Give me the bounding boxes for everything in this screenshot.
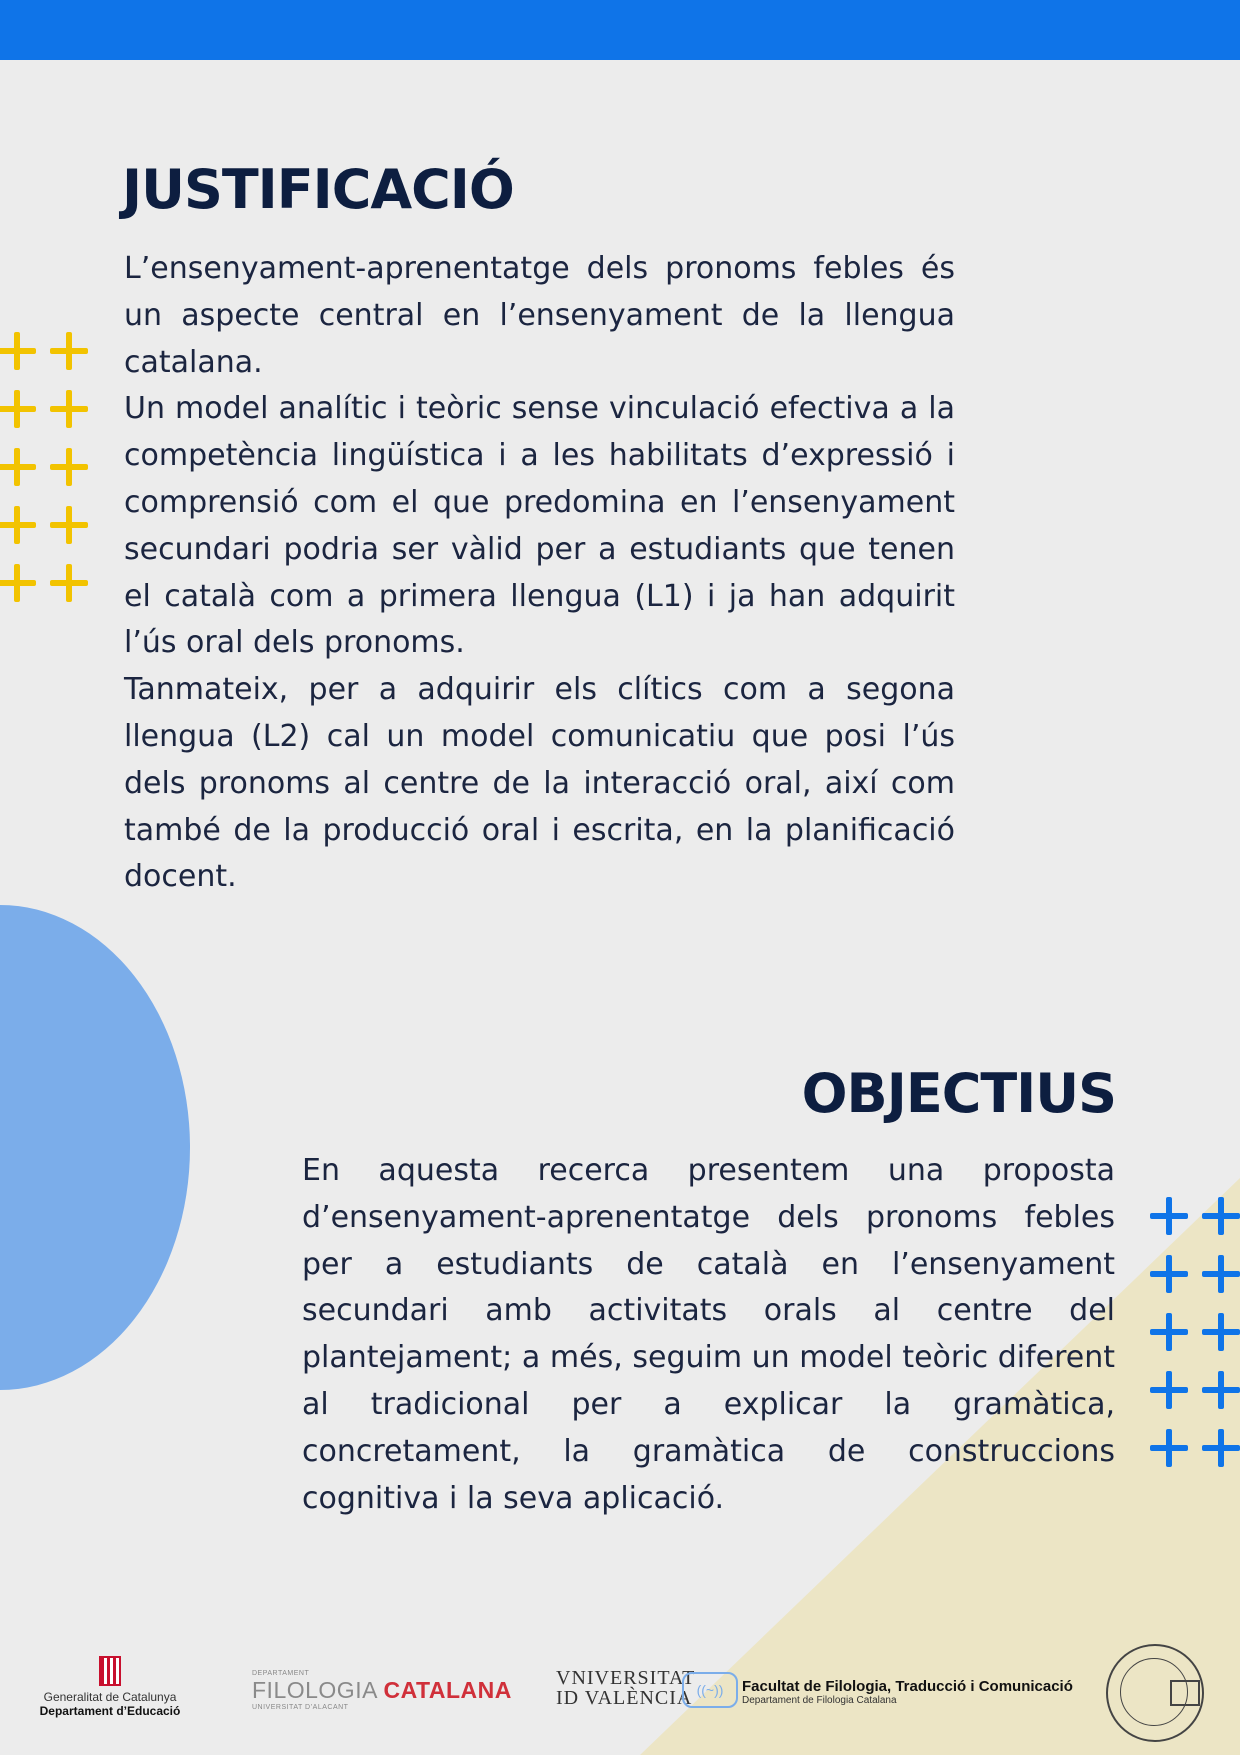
- filologia-catalana-logo: [252, 1670, 512, 1711]
- generalitat-line1: Generalitat de Catalunya: [43, 1690, 177, 1704]
- plus-icon: [50, 390, 88, 428]
- plus-icon: [1202, 1371, 1240, 1409]
- book-icon: [1170, 1680, 1200, 1706]
- iifv-seal-logo: [1106, 1644, 1204, 1742]
- uv-line1: VNIVERSITAT: [556, 1667, 696, 1689]
- plus-icon: [1150, 1313, 1188, 1351]
- catalana-word: CATALANA: [383, 1677, 512, 1703]
- justificacio-heading: JUSTIFICACIÓ: [122, 158, 514, 221]
- generalitat-logo: [30, 1656, 190, 1718]
- objectius-paragraph: En aquesta recerca presentem una proposta d’ensenyament-aprenentatge dels pronoms febles per a estudiants de català en l’ensenyament secundari amb activitats orals al centre del plantejament; a més, seguim un model teòric diferent al tradicional per a explicar la gramàtica, concretament, la gramàtica de construccions cognitiva i la seva aplicació.: [302, 1153, 1115, 1516]
- plus-icon: [1202, 1255, 1240, 1293]
- facultat-line1: Facultat de Filologia, Traducció i Comunicació: [742, 1678, 1073, 1695]
- plus-icon: [1150, 1197, 1188, 1235]
- filologia-top-label: DEPARTAMENT: [252, 1670, 310, 1677]
- blue-plus-grid: [1150, 1197, 1240, 1487]
- plus-icon: [0, 448, 36, 486]
- objectius-heading: OBJECTIUS: [801, 1062, 1116, 1125]
- plus-icon: [1202, 1197, 1240, 1235]
- justificacio-paragraph: L’ensenyament-aprenentatge dels pronoms febles és un aspecte central en l’ensenyament de la llengua catalana.: [124, 251, 955, 380]
- logos-footer: [0, 1640, 1240, 1750]
- objectius-text: [302, 1148, 1115, 1522]
- plus-icon: [1150, 1371, 1188, 1409]
- plus-icon: [0, 390, 36, 428]
- filologia-bottom-label: UNIVERSITAT D’ALACANT: [252, 1704, 349, 1711]
- plus-icon: [0, 506, 36, 544]
- plus-icon: [50, 332, 88, 370]
- yellow-plus-grid: [0, 332, 102, 622]
- senyera-icon: [99, 1656, 121, 1686]
- plus-icon: [50, 564, 88, 602]
- plus-icon: [1202, 1429, 1240, 1467]
- plus-icon: [1202, 1313, 1240, 1351]
- plus-icon: [1150, 1429, 1188, 1467]
- facultat-line2: Departament de Filologia Catalana: [742, 1695, 897, 1706]
- justificacio-text: [124, 246, 955, 901]
- justificacio-paragraph: Tanmateix, per a adquirir els clítics com a segona llengua (L2) cal un model comunicatiu que posi l’ús dels pronoms al centre de la interacció oral, així com també de la producció oral i escrita, en la planificació docent.: [124, 672, 955, 895]
- plus-icon: [0, 332, 36, 370]
- plus-icon: [1150, 1255, 1188, 1293]
- generalitat-line2: Departament d’Educació: [39, 1704, 181, 1718]
- plus-icon: [50, 506, 88, 544]
- filologia-word: FILOLOGIA: [252, 1677, 377, 1703]
- filologia-wordmark: [252, 1677, 512, 1704]
- facultat-icon: ((~)): [682, 1672, 738, 1708]
- uv-line2: ID VALÈNCIA: [556, 1687, 693, 1709]
- plus-icon: [50, 448, 88, 486]
- universitat-valencia-logo: [556, 1668, 695, 1708]
- facultat-logo: [742, 1678, 1073, 1706]
- plus-icon: [0, 564, 36, 602]
- justificacio-paragraph: Un model analític i teòric sense vinculació efectiva a la competència lingüística i a les habilitats d’expressió i comprensió com el que predomina en l’ensenyament secundari podria ser vàlid per a estudiants que tenen el català com a primera llengua (L1) i ja han adquirit l’ús oral dels pronoms.: [124, 391, 955, 661]
